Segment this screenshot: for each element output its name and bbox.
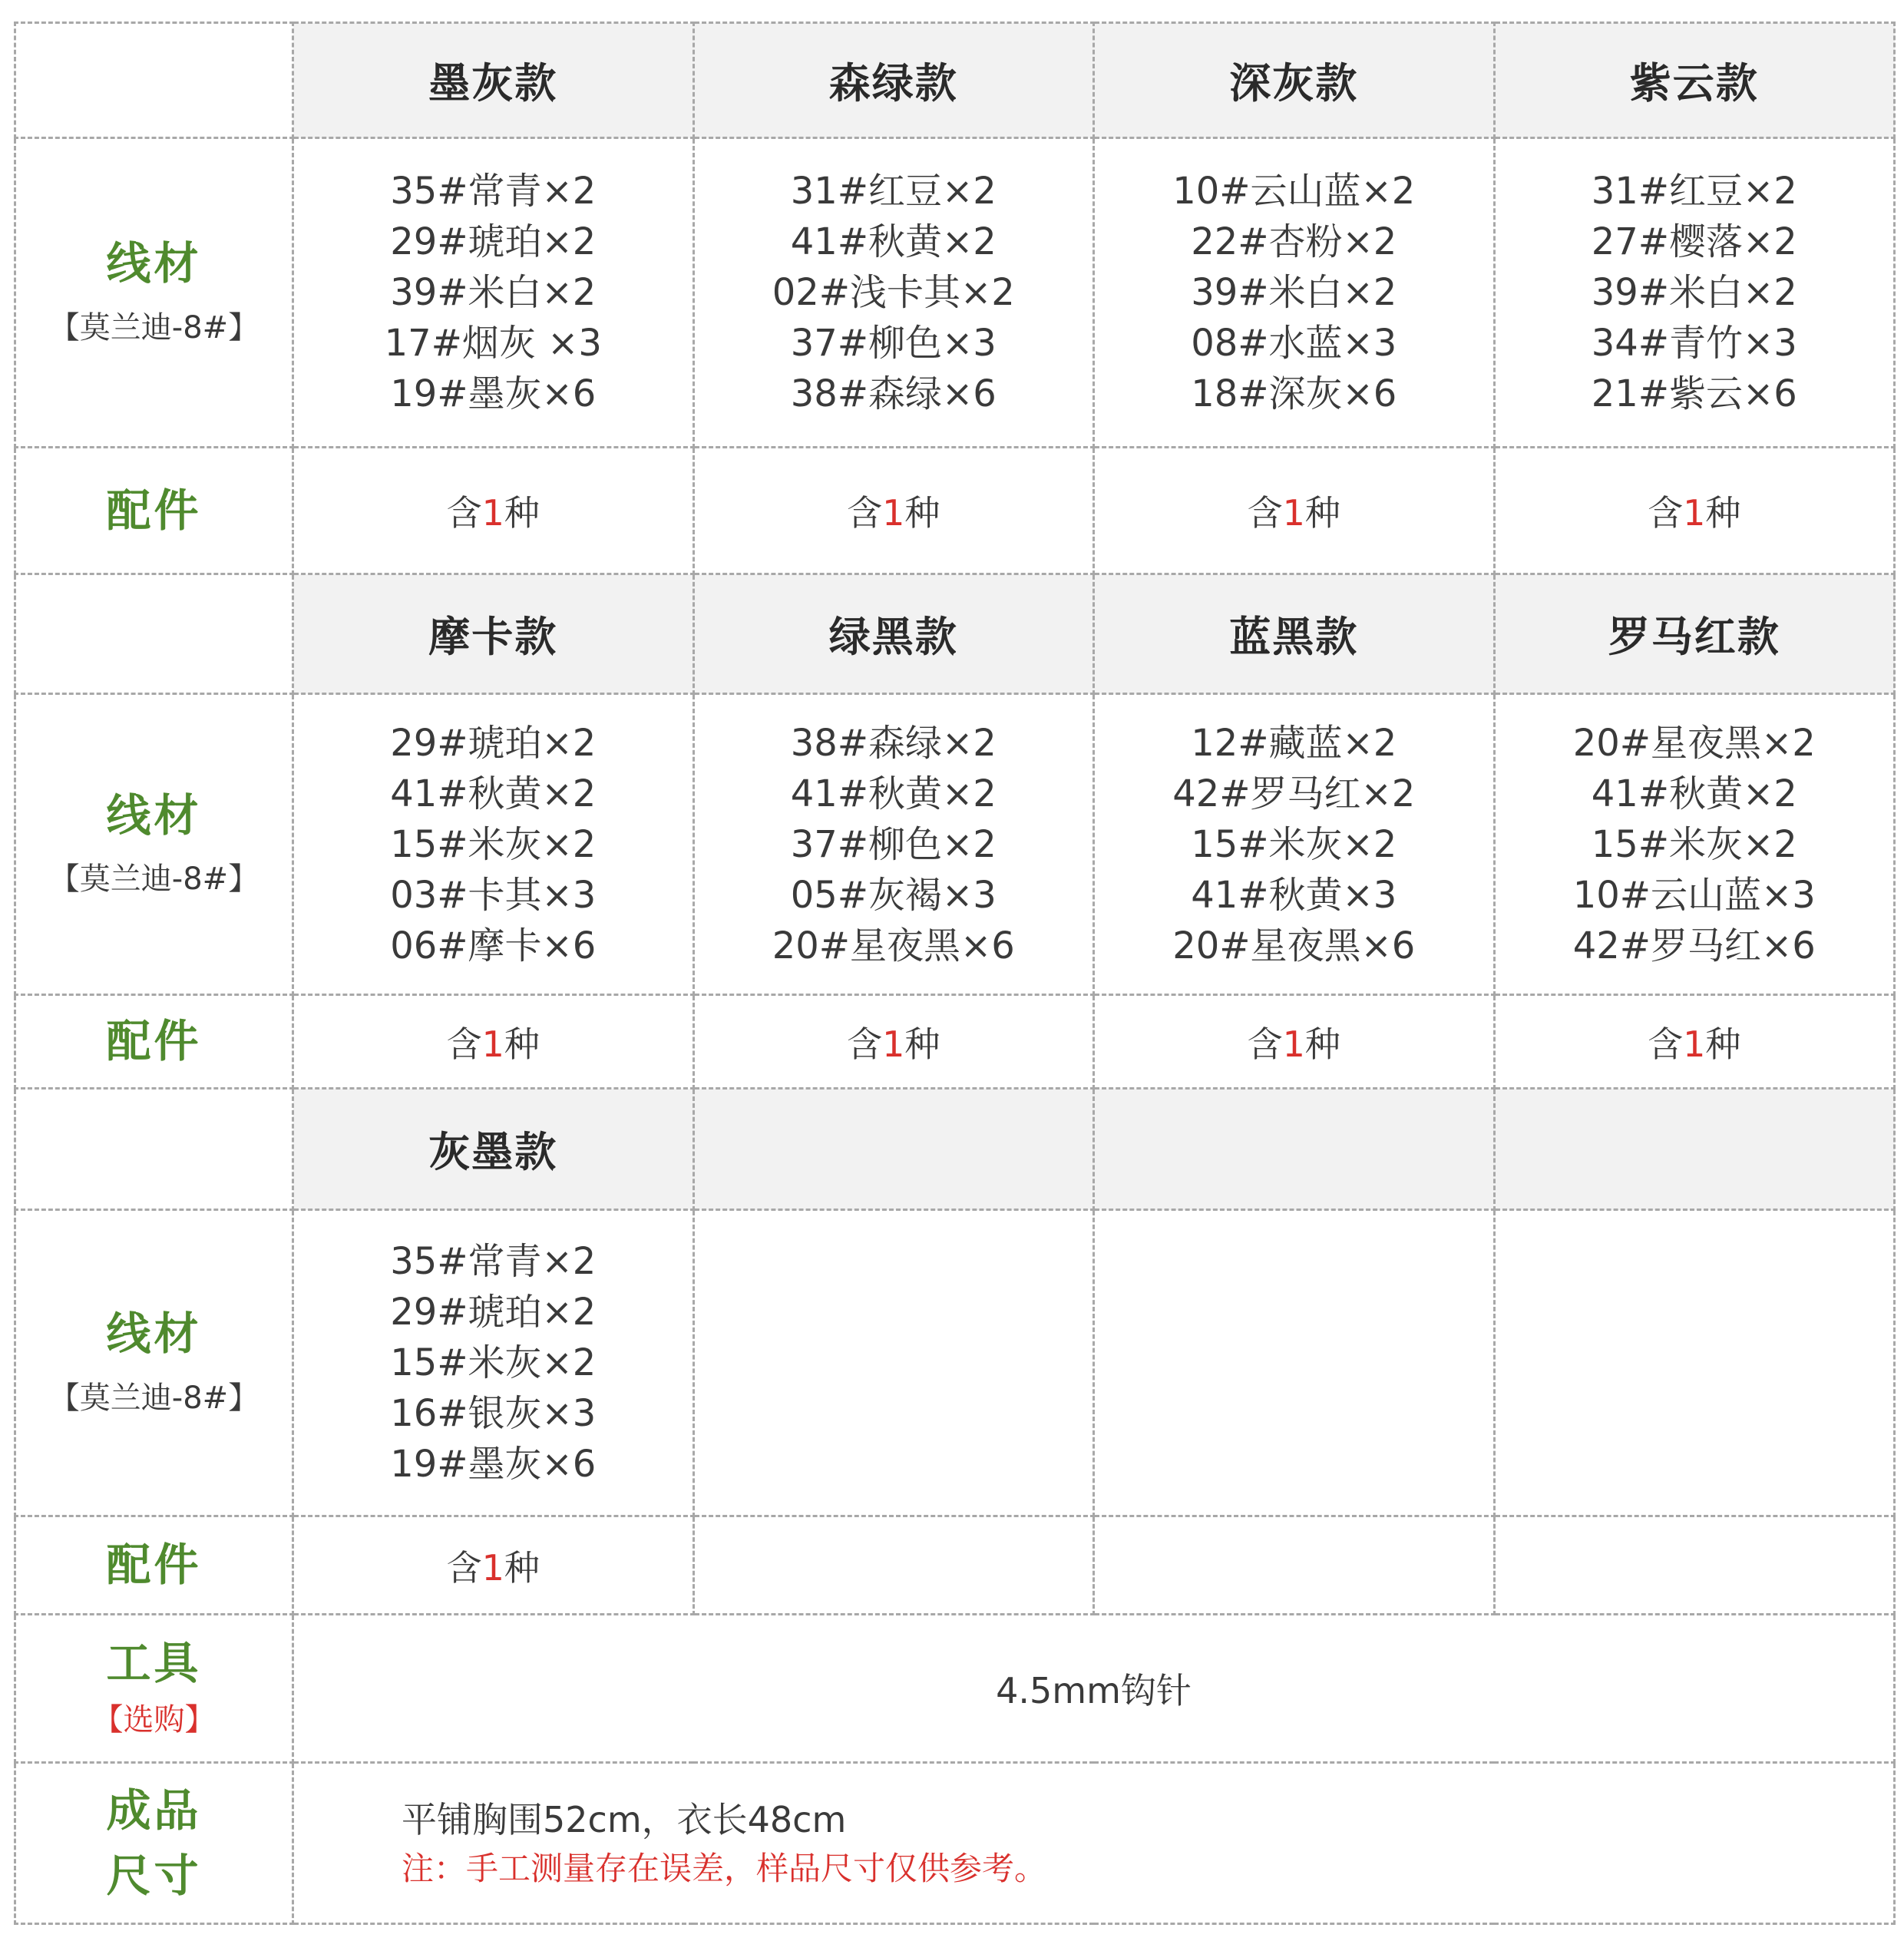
- corner-cell: [15, 574, 293, 694]
- yarn-item: 16#银灰×3: [390, 1392, 597, 1435]
- yarn-item: 10#云山蓝×2: [1172, 170, 1416, 213]
- accessory-value: [693, 448, 1094, 574]
- accessory-count: 1: [1683, 1023, 1706, 1065]
- yarn-item: 39#米白×2: [1591, 271, 1797, 314]
- empty-cell: [1094, 1516, 1495, 1615]
- yarn-list: [1494, 694, 1895, 995]
- yarn-label-cell: [15, 138, 293, 448]
- style-header-row: [15, 23, 1895, 138]
- accessory-label-cell: [15, 995, 293, 1089]
- accessory-suffix: 种: [504, 1546, 540, 1589]
- yarn-item: 35#常青×2: [390, 1240, 597, 1283]
- yarn-item: 18#深灰×6: [1191, 372, 1397, 415]
- accessory-count: 1: [481, 492, 504, 534]
- yarn-item: 27#樱落×2: [1591, 220, 1797, 263]
- yarn-item: 29#琥珀×2: [390, 1291, 597, 1334]
- yarn-list: [693, 138, 1094, 448]
- style-name-cell: [693, 23, 1094, 138]
- accessory-count: 1: [1683, 492, 1706, 534]
- yarn-item: 37#柳色×3: [790, 322, 997, 365]
- accessory-prefix: 含: [1648, 1023, 1684, 1065]
- accessory-label-cell: [15, 448, 293, 574]
- style-name: 罗马红款: [1608, 613, 1780, 661]
- accessory-count: 1: [481, 1023, 504, 1065]
- accessory-count: 1: [481, 1546, 504, 1589]
- accessory-count: 1: [1282, 1023, 1305, 1065]
- accessory-suffix: 种: [1304, 1023, 1340, 1065]
- yarn-item: 39#米白×2: [1191, 271, 1397, 314]
- accessory-value: [1094, 995, 1495, 1089]
- style-name: 森绿款: [828, 59, 958, 107]
- empty-cell: [1494, 1210, 1895, 1516]
- accessory-value: [293, 995, 694, 1089]
- empty-header-cell: [1094, 1089, 1495, 1210]
- yarn-list: [693, 694, 1094, 995]
- yarn-item: 05#灰褐×3: [790, 873, 997, 917]
- yarn-label-cell: [15, 694, 293, 995]
- empty-cell: [1094, 1210, 1495, 1516]
- accessory-count: 1: [882, 492, 905, 534]
- yarn-row: [15, 694, 1895, 995]
- size-row: [15, 1763, 1895, 1924]
- accessory-suffix: 种: [1705, 1023, 1741, 1065]
- yarn-item: 42#罗马红×2: [1172, 772, 1416, 815]
- yarn-item: 20#星夜黑×2: [1572, 721, 1816, 765]
- accessory-suffix: 种: [1705, 492, 1741, 534]
- size-label-line2: 尺寸: [106, 1849, 202, 1902]
- style-name: 绿黑款: [828, 613, 958, 661]
- style-name-cell: [293, 23, 694, 138]
- yarn-item: 10#云山蓝×3: [1572, 873, 1816, 917]
- accessory-prefix: 含: [446, 492, 482, 534]
- yarn-item: 15#米灰×2: [390, 822, 597, 866]
- yarn-item: 22#杏粉×2: [1191, 220, 1397, 263]
- tool-label-cell: [15, 1615, 293, 1763]
- yarn-list: [293, 694, 694, 995]
- accessory-row: [15, 448, 1895, 574]
- style-name-cell: [1494, 23, 1895, 138]
- yarn-item: 29#琥珀×2: [390, 721, 597, 765]
- yarn-label-cell: [15, 1210, 293, 1516]
- yarn-list: [293, 138, 694, 448]
- yarn-item: 37#柳色×2: [790, 822, 997, 866]
- style-name-cell: [693, 574, 1094, 694]
- accessory-value: [693, 995, 1094, 1089]
- yarn-item: 41#秋黄×2: [1591, 772, 1797, 815]
- yarn-item: 08#水蓝×3: [1191, 322, 1397, 365]
- yarn-item: 17#烟灰 ×3: [384, 322, 602, 365]
- yarn-item: 31#红豆×2: [1591, 170, 1797, 213]
- yarn-brand-label: 【莫兰迪-8#】: [48, 1380, 259, 1416]
- yarn-row: [15, 1210, 1895, 1516]
- accessory-row: [15, 995, 1895, 1089]
- yarn-item: 41#秋黄×3: [1191, 873, 1397, 917]
- style-name-cell: [1094, 23, 1495, 138]
- accessory-prefix: 含: [847, 1023, 883, 1065]
- yarn-item: 19#墨灰×6: [390, 1443, 597, 1486]
- accessory-value: [293, 1516, 694, 1615]
- corner-cell: [15, 1089, 293, 1210]
- style-name: 摩卡款: [428, 613, 558, 661]
- accessory-value: [1494, 448, 1895, 574]
- tool-value-cell: [293, 1615, 1895, 1763]
- accessory-value: [1094, 448, 1495, 574]
- accessory-label-cell: [15, 1516, 293, 1615]
- yarn-label: 线材: [106, 789, 202, 842]
- yarn-item: 35#常青×2: [390, 170, 597, 213]
- yarn-item: 19#墨灰×6: [390, 372, 597, 415]
- accessory-suffix: 种: [504, 1023, 540, 1065]
- size-value: 平铺胸围52cm，衣长48cm: [402, 1798, 847, 1840]
- accessory-suffix: 种: [904, 1023, 940, 1065]
- accessory-suffix: 种: [1304, 492, 1340, 534]
- style-header-row: [15, 574, 1895, 694]
- accessory-value: [293, 448, 694, 574]
- yarn-label: 线材: [106, 1308, 202, 1361]
- yarn-item: 38#森绿×6: [790, 372, 997, 415]
- style-name: 深灰款: [1229, 59, 1359, 107]
- yarn-item: 15#米灰×2: [1591, 822, 1797, 866]
- size-label-cell: [15, 1763, 293, 1924]
- yarn-item: 31#红豆×2: [790, 170, 997, 213]
- yarn-list: [1094, 694, 1495, 995]
- yarn-item: 34#青竹×3: [1591, 322, 1797, 365]
- corner-cell: [15, 23, 293, 138]
- yarn-brand-label: 【莫兰迪-8#】: [48, 309, 259, 346]
- accessory-count: 1: [1282, 492, 1305, 534]
- style-name: 灰墨款: [428, 1128, 558, 1176]
- yarn-item: 41#秋黄×2: [790, 220, 997, 263]
- size-label-line1: 成品: [106, 1784, 202, 1837]
- tool-row: [15, 1615, 1895, 1763]
- accessory-label: 配件: [106, 1015, 202, 1068]
- yarn-item: 38#森绿×2: [790, 721, 997, 765]
- empty-header-cell: [693, 1089, 1094, 1210]
- yarn-brand-label: 【莫兰迪-8#】: [48, 861, 259, 898]
- style-header-row: [15, 1089, 1895, 1210]
- style-name-cell: [1494, 574, 1895, 694]
- accessory-row: [15, 1516, 1895, 1615]
- tool-label: 工具: [106, 1637, 202, 1690]
- yarn-list: [1494, 138, 1895, 448]
- yarn-item: 39#米白×2: [390, 271, 597, 314]
- yarn-item: 20#星夜黑×6: [772, 924, 1015, 967]
- empty-cell: [693, 1210, 1094, 1516]
- size-value-cell: [293, 1763, 1895, 1924]
- accessory-prefix: 含: [446, 1546, 482, 1589]
- size-note: 注：手工测量存在误差，样品尺寸仅供参考。: [402, 1849, 1047, 1887]
- yarn-item: 41#秋黄×2: [390, 772, 597, 815]
- yarn-item: 41#秋黄×2: [790, 772, 997, 815]
- style-name-cell: [293, 1089, 694, 1210]
- accessory-prefix: 含: [446, 1023, 482, 1065]
- accessory-prefix: 含: [847, 492, 883, 534]
- accessory-label: 配件: [106, 484, 202, 537]
- style-name: 墨灰款: [428, 59, 558, 107]
- yarn-list: [1094, 138, 1495, 448]
- style-name: 蓝黑款: [1229, 613, 1359, 661]
- spec-table: [14, 21, 1896, 1925]
- accessory-prefix: 含: [1648, 492, 1684, 534]
- yarn-item: 02#浅卡其×2: [772, 271, 1015, 314]
- yarn-item: 20#星夜黑×6: [1172, 924, 1416, 967]
- yarn-label: 线材: [106, 237, 202, 290]
- yarn-item: 03#卡其×3: [390, 873, 597, 917]
- yarn-row: [15, 138, 1895, 448]
- style-name-cell: [293, 574, 694, 694]
- yarn-item: 29#琥珀×2: [390, 220, 597, 263]
- tool-value: 4.5mm钩针: [996, 1670, 1192, 1711]
- empty-cell: [693, 1516, 1094, 1615]
- style-name-cell: [1094, 574, 1495, 694]
- yarn-item: 12#藏蓝×2: [1191, 721, 1397, 765]
- yarn-item: 15#米灰×2: [1191, 822, 1397, 866]
- accessory-suffix: 种: [504, 492, 540, 534]
- accessory-value: [1494, 995, 1895, 1089]
- yarn-list: [293, 1210, 694, 1516]
- empty-cell: [1494, 1516, 1895, 1615]
- yarn-item: 06#摩卡×6: [390, 924, 597, 967]
- empty-header-cell: [1494, 1089, 1895, 1210]
- yarn-item: 42#罗马红×6: [1572, 924, 1816, 967]
- accessory-suffix: 种: [904, 492, 940, 534]
- yarn-item: 21#紫云×6: [1591, 372, 1797, 415]
- accessory-count: 1: [882, 1023, 905, 1065]
- yarn-item: 15#米灰×2: [390, 1341, 597, 1384]
- accessory-prefix: 含: [1247, 1023, 1283, 1065]
- style-name: 紫云款: [1629, 59, 1759, 107]
- accessory-label: 配件: [106, 1539, 202, 1592]
- tool-optional-label: 【选购】: [92, 1701, 216, 1738]
- accessory-prefix: 含: [1247, 492, 1283, 534]
